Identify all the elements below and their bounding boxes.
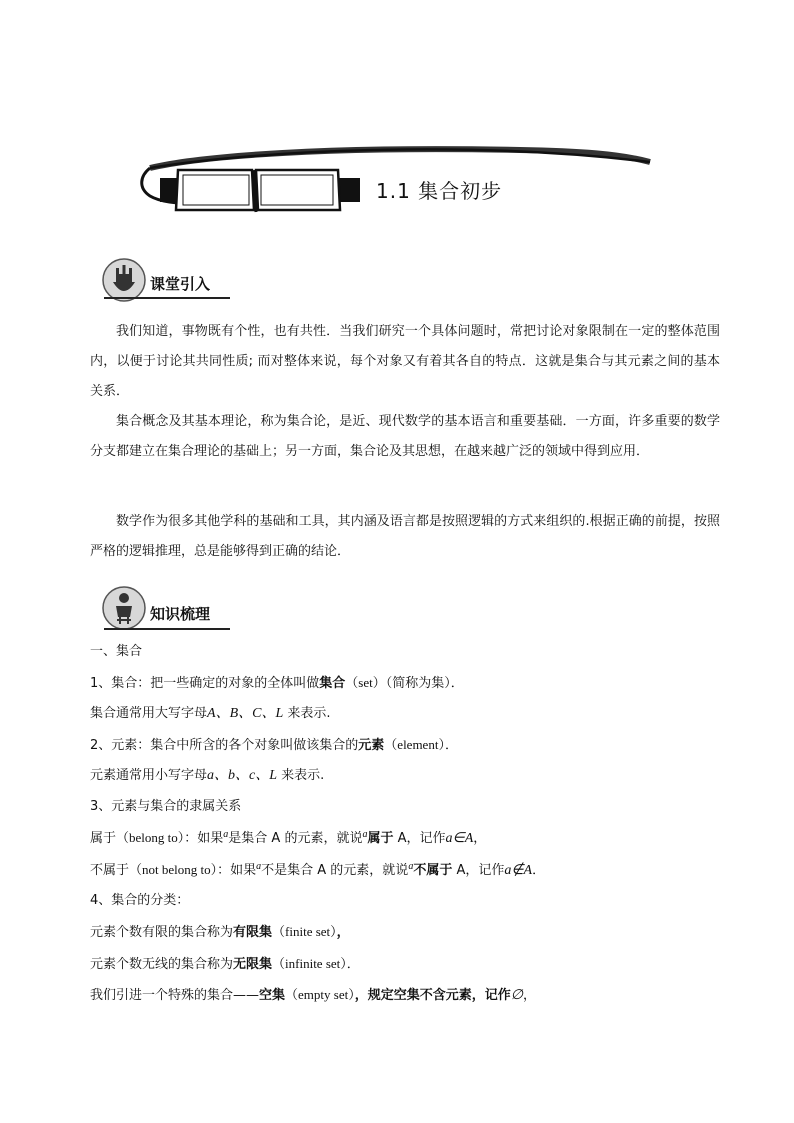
element-notation: 元素通常用小写字母a、b、c、L 来表示.	[90, 768, 325, 783]
heading-classification: 4、集合的分类：	[90, 893, 190, 908]
intro-paragraph-1: 我们知道，事物既有个性，也有共性．当我们研究一个具体问题时，常把讨论对象限制在一定的整体范围内，以便于讨论其共同性质; 而对整体来说，每个对象又有着其各自的特点．这就是集合与其元素之间的基本关系．	[90, 324, 720, 399]
term-empty-set: 空集	[259, 988, 286, 1003]
set-notation: 集合通常用大写字母A、B、C、L 来表示.	[90, 706, 331, 721]
not-belong-formula: a∉A	[504, 863, 533, 878]
belong-formula: a∈A	[445, 831, 474, 846]
empty-set-symbol: ∅	[510, 988, 523, 1003]
section-underline	[104, 297, 230, 299]
definition-set: 1、集合：把一些确定的对象的全体叫做集合（set）（简称为集）．	[90, 675, 464, 691]
knowledge-icon	[100, 584, 148, 632]
intro-paragraph-2: 集合概念及其基本理论，称为集合论，是近、现代数学的基本语言和重要基础．一方面，许多重要的数学分支都建立在集合理论的基础上；另一方面，集合论及其思想，在越来越广泛的领域中得到应用．	[90, 414, 720, 459]
heading-set: 一、集合	[90, 644, 143, 659]
empty-set-line: 我们引进一个特殊的集合——空集（empty set），规定空集不含元素，记作∅，	[90, 987, 536, 1003]
infinite-set-line: 元素个数无线的集合称为无限集（infinite set）．	[90, 956, 360, 972]
not-belong-line: 不属于（not belong to）：如果$^a$不是集合 A 的元素，就说$^a$不属于 A，记作a∉A．	[90, 861, 546, 878]
finite-set-line: 元素个数有限的集合称为有限集（finite set），	[90, 924, 350, 940]
belong-line: 属于（belong to）：如果$^a$是集合 A 的元素，就说$^a$属于 A，记作a∈A，	[90, 829, 487, 846]
intro-paragraph-3: 数学作为很多其他学科的基础和工具，其内涵及语言都是按照逻辑的方式来组织的.根据正确的前提，按照严格的逻辑推理，总是能够得到正确的结论．	[90, 514, 720, 559]
term-element: 元素	[358, 738, 385, 753]
term-infinite-set: 无限集	[233, 957, 273, 972]
section-title-knowledge: 知识梳理	[150, 605, 211, 623]
chapter-title: 1.1 集合初步	[376, 179, 503, 203]
section-underline	[104, 628, 230, 630]
heading-membership: 3、元素与集合的隶属关系	[90, 799, 242, 814]
chapter-header-decoration	[0, 0, 794, 240]
term-set: 集合	[319, 676, 346, 691]
term-finite-set: 有限集	[233, 925, 273, 940]
definition-element: 2、元素：集合中所含的各个对象叫做该集合的元素（element）．	[90, 737, 458, 753]
book-icon	[176, 170, 340, 212]
section-title-intro: 课堂引入	[150, 275, 211, 293]
